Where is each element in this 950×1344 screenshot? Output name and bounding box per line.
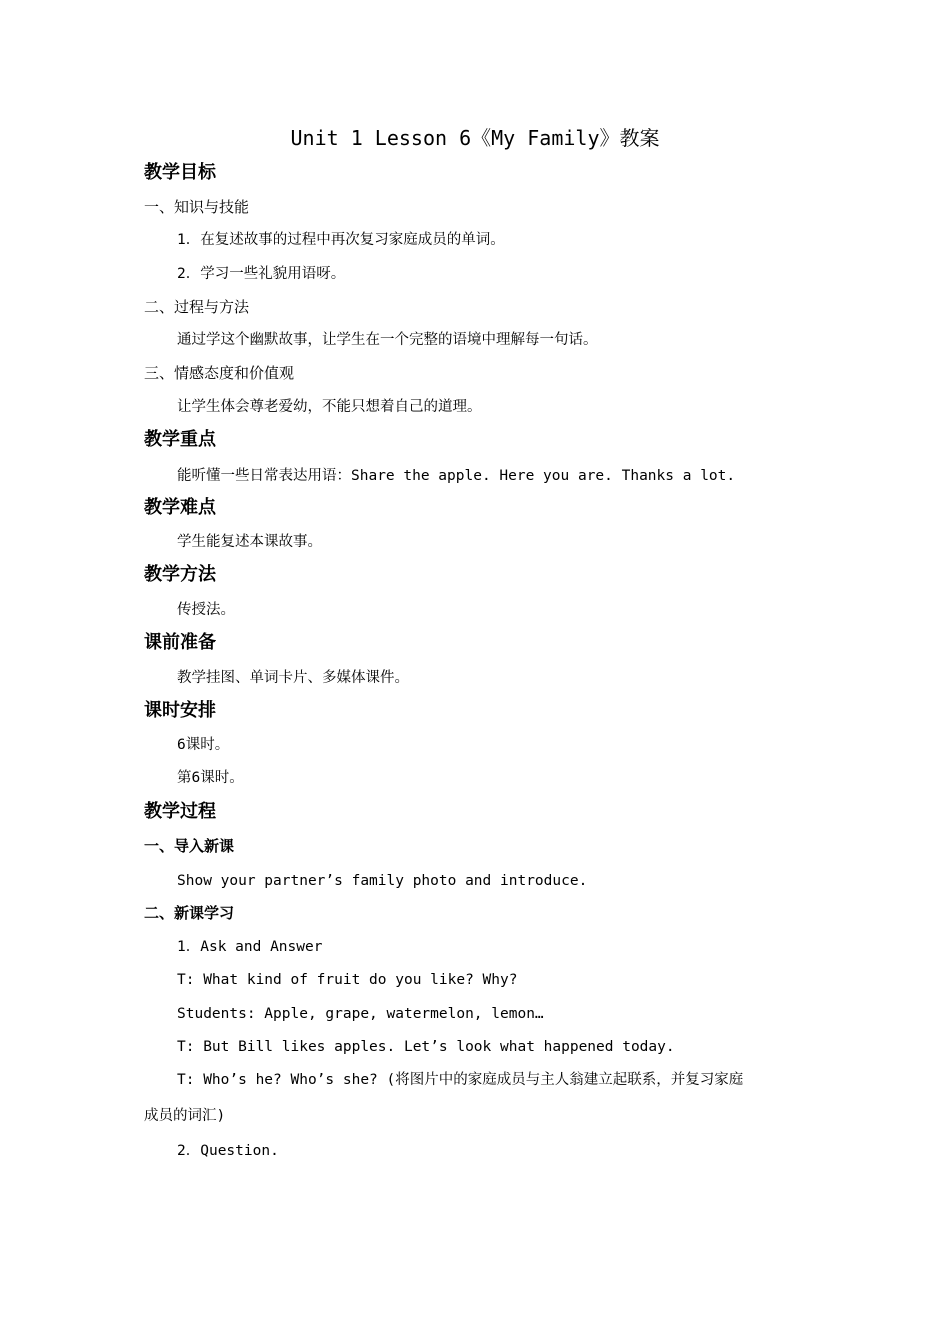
heading-difficulties: 教学难点 bbox=[144, 497, 216, 518]
subheading-knowledge-skills: 一、知识与技能 bbox=[144, 198, 250, 216]
dialogue-line-1: T: What kind of fruit do you like? Why? bbox=[177, 972, 518, 988]
schedule-line-1: 6课时。 bbox=[177, 737, 230, 753]
preparation-text: 教学挂图、单词卡片、多媒体课件。 bbox=[177, 670, 409, 686]
heading-process: 教学过程 bbox=[144, 801, 216, 822]
dialogue-line-4: T: Who’s he? Who’s she? (将图片中的家庭成员与主人翁建立起联系，并复习家庭 bbox=[177, 1072, 744, 1088]
objective-item-1: 1．在复述故事的过程中再次复习家庭成员的单词。 bbox=[177, 232, 505, 248]
heading-key-points: 教学重点 bbox=[144, 429, 216, 450]
subheading-attitude-values: 三、情感态度和价值观 bbox=[144, 364, 295, 382]
heading-methods: 教学方法 bbox=[144, 564, 216, 585]
step-1-title: 一、导入新课 bbox=[144, 837, 235, 855]
step-2-item-1: 1．Ask and Answer bbox=[177, 939, 323, 955]
step-2-item-2: 2．Question. bbox=[177, 1143, 279, 1159]
methods-text: 传授法。 bbox=[177, 602, 235, 618]
process-methods-text: 通过学这个幽默故事，让学生在一个完整的语境中理解每一句话。 bbox=[177, 332, 598, 348]
attitude-values-text: 让学生体会尊老爱幼，不能只想着自己的道理。 bbox=[177, 399, 482, 415]
step-1-text: Show your partner’s family photo and introduce. bbox=[177, 873, 588, 889]
heading-preparation: 课前准备 bbox=[144, 632, 216, 653]
key-points-text: 能听懂一些日常表达用语：Share the apple. Here you are. Thanks a lot. bbox=[177, 468, 736, 484]
subheading-process-methods: 二、过程与方法 bbox=[144, 298, 250, 316]
objective-item-2: 2．学习一些礼貌用语呀。 bbox=[177, 266, 346, 282]
step-2-title: 二、新课学习 bbox=[144, 904, 235, 922]
difficulties-text: 学生能复述本课故事。 bbox=[177, 534, 322, 550]
schedule-line-2: 第6课时。 bbox=[177, 770, 244, 786]
dialogue-line-3: T: But Bill likes apples. Let’s look what happened today. bbox=[177, 1039, 675, 1055]
dialogue-line-2: Students: Apple, grape, watermelon, lemon… bbox=[177, 1006, 544, 1022]
heading-schedule: 课时安排 bbox=[144, 700, 216, 721]
heading-objectives: 教学目标 bbox=[144, 162, 216, 183]
dialogue-line-4-continued: 成员的词汇) bbox=[144, 1108, 226, 1124]
document-title: Unit 1 Lesson 6《My Family》教案 bbox=[290, 126, 660, 150]
